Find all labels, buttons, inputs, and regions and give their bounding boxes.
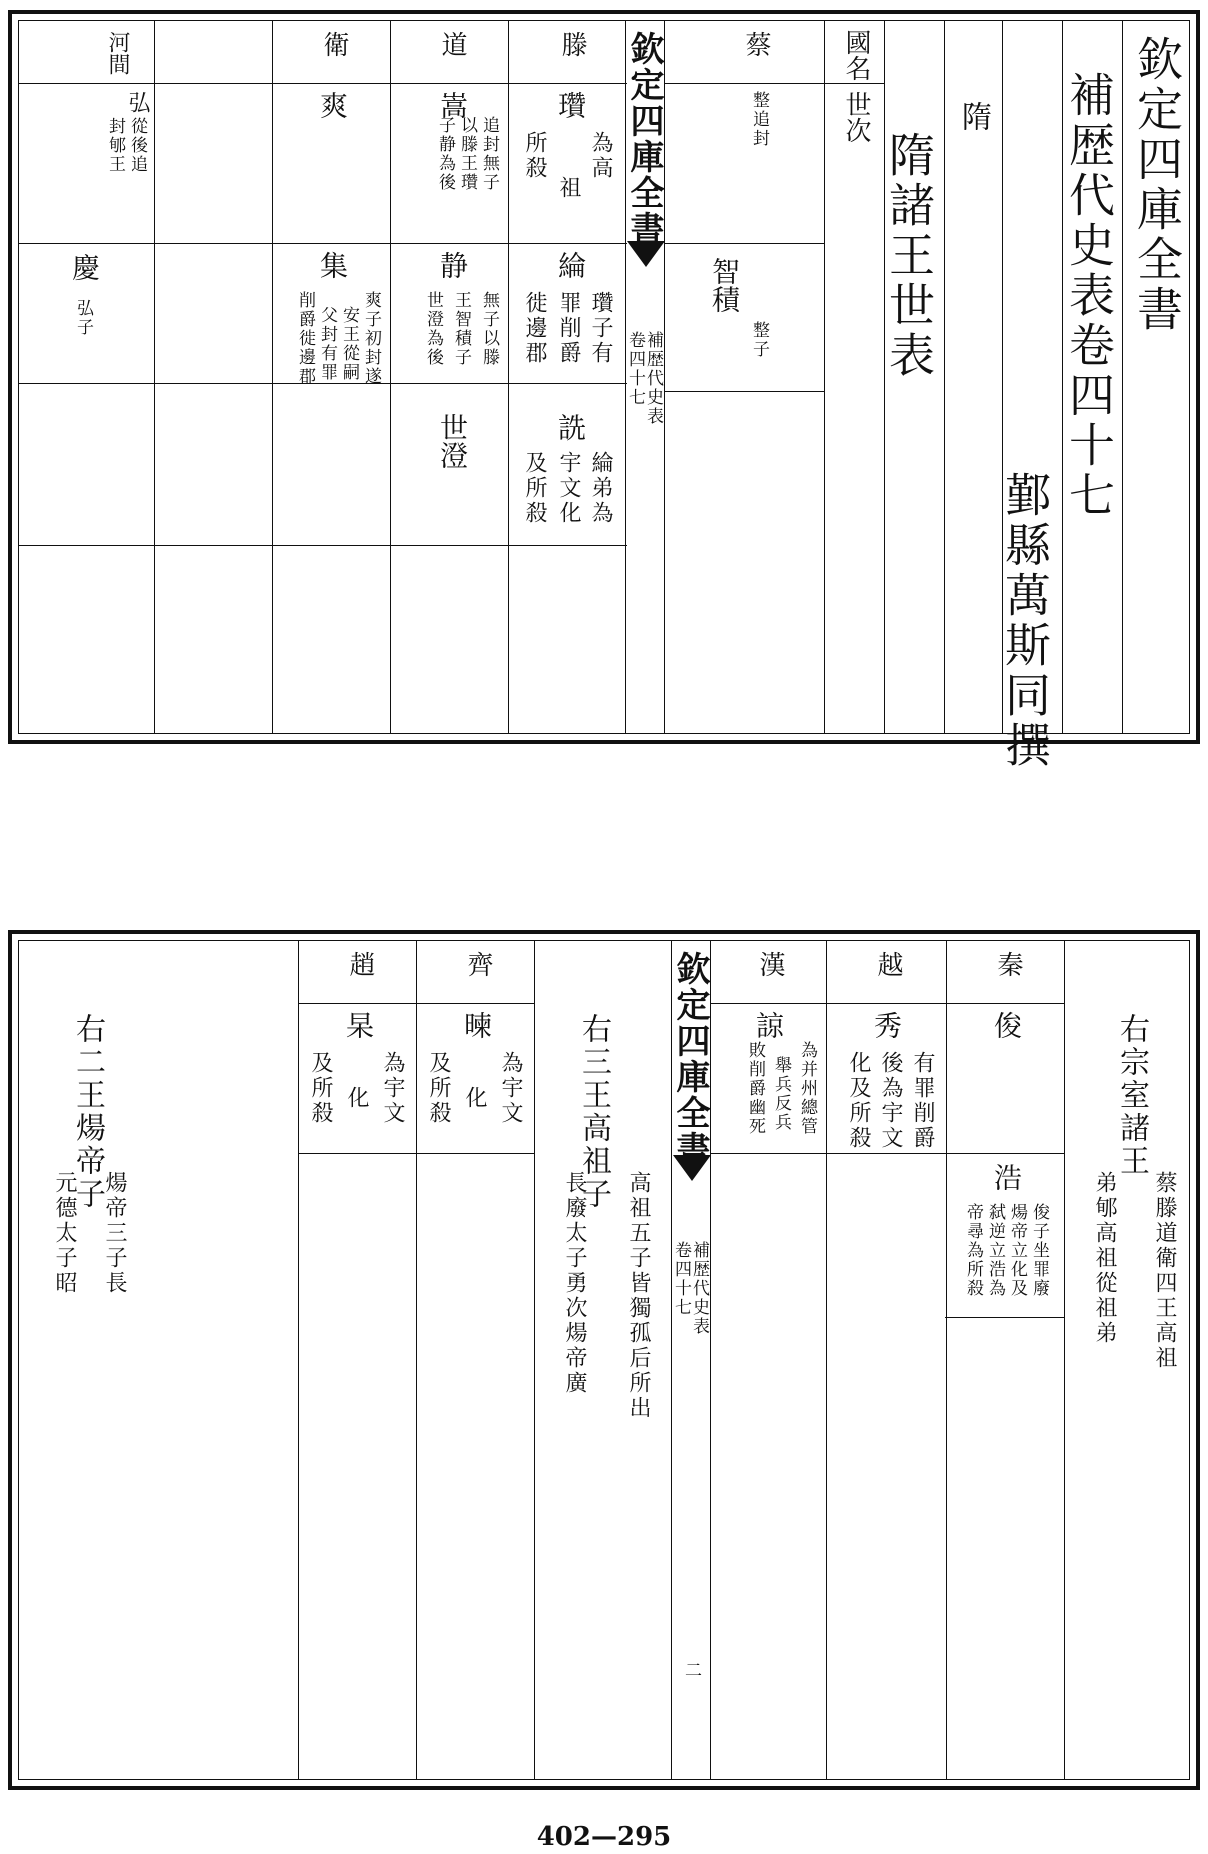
- cai-name-zhiji: 智積: [708, 257, 741, 313]
- qin-hao-note-4: 帝尋為所殺: [963, 1203, 983, 1298]
- qin-name-hao: 浩: [990, 1163, 1023, 1191]
- top-page-frame: [18, 20, 1190, 771]
- wei-name-shuang: 爽: [316, 91, 349, 119]
- summary2-text-1: 高祖五子皆獨孤后所出: [626, 1171, 651, 1421]
- cai-note: 整追封: [749, 91, 769, 148]
- state-qin: 秦: [993, 951, 1023, 977]
- wei-ji-note-1: 爽子初封遂: [361, 291, 381, 386]
- dao-name-song: 嵩: [436, 91, 469, 119]
- qi-jian-note-3: 及所殺: [426, 1051, 451, 1126]
- hejian-name-hong: 弘: [125, 91, 150, 113]
- state-hejian: 河間: [105, 31, 130, 75]
- volume-title: 補歴代史表卷四十七: [1062, 71, 1116, 521]
- summary2-text-2: 長廢太子勇次煬帝廣: [562, 1171, 587, 1396]
- bottom-spine-page: 二: [681, 1661, 701, 1680]
- dao-jing-note-3: 世澄為後: [423, 291, 443, 367]
- dao-jing-note-1: 無子以滕: [479, 291, 499, 367]
- hejian-name-qing: 慶: [68, 253, 101, 281]
- state-yue: 越: [873, 951, 903, 977]
- zhao-name-gao: 杲: [342, 1011, 375, 1039]
- bottom-spine-fishtail: [673, 1155, 711, 1181]
- wei-ji-note-2: 安王從嗣: [339, 306, 359, 382]
- qi-jian-note-2: 化: [462, 1086, 487, 1111]
- summary1-title: 右宗室諸王: [1114, 1013, 1149, 1178]
- bottom-spine-title: 欽定四庫全書: [670, 951, 710, 1167]
- header-label-shici: 世次: [841, 91, 871, 143]
- qin-hao-note-3: 弑逆立浩為: [985, 1203, 1005, 1298]
- qin-name-jun: 俊: [990, 1011, 1023, 1039]
- wei-ji-note-4: 削爵徙邊郡: [295, 291, 315, 386]
- page-number: 402—295: [536, 1822, 672, 1852]
- teng-zan-note-3: 所殺: [522, 131, 547, 181]
- dao-name-shicheng: 世澄: [436, 413, 469, 469]
- top-page-panel: [8, 10, 1200, 771]
- state-dao: 道: [437, 31, 467, 57]
- han-name-liang: 諒: [752, 1011, 785, 1039]
- qin-hao-note-1: 俊子坐罪廢: [1029, 1203, 1049, 1298]
- wei-name-ji: 集: [316, 251, 349, 279]
- state-teng: 滕: [557, 31, 587, 57]
- han-liang-note-2: 舉兵反兵: [771, 1056, 791, 1132]
- teng-lun-note-2: 罪削爵: [556, 291, 581, 366]
- qi-jian-note-1: 為宇文: [498, 1051, 523, 1126]
- teng-zan-note-2: 祖: [556, 176, 581, 201]
- teng-shen-note-1: 綸弟為: [588, 451, 613, 526]
- teng-name-shen: 詵: [554, 413, 587, 441]
- top-spine-sub: 補歴代史表: [643, 331, 663, 426]
- teng-shen-note-2: 宇文化: [556, 451, 581, 526]
- cai-note-2: 整子: [749, 321, 769, 359]
- teng-name-zan: 瓚: [554, 91, 587, 119]
- han-liang-note-1: 為并州總管: [797, 1041, 817, 1136]
- hejian-qing-note: 弘子: [73, 299, 93, 337]
- qi-name-jian: 暕: [460, 1011, 493, 1039]
- teng-shen-note-3: 及所殺: [522, 451, 547, 526]
- top-spine-fishtail: [627, 241, 665, 267]
- state-qi: 齊: [463, 951, 493, 977]
- state-wei: 衛: [319, 31, 349, 57]
- state-zhao: 趙: [345, 951, 375, 977]
- summary3-title: 右二王煬帝子: [70, 1013, 105, 1211]
- state-cai: 蔡: [741, 31, 771, 57]
- dao-song-note-3: 子静為後: [435, 116, 455, 192]
- top-spine-vol: 卷四十七: [625, 331, 645, 407]
- table-title: 隋諸王世表: [882, 131, 936, 381]
- han-liang-note-3: 敗削爵幽死: [745, 1041, 765, 1136]
- state-han: 漢: [755, 951, 785, 977]
- summary2-title: 右三王高祖子: [576, 1013, 611, 1211]
- zhao-gao-note-1: 為宇文: [380, 1051, 405, 1126]
- yue-xiu-note-1: 有罪削爵: [910, 1051, 935, 1151]
- summary3-text-2: 元德太子昭: [52, 1171, 77, 1296]
- yue-name-xiu: 秀: [870, 1011, 903, 1039]
- summary1-text-2: 弟郇高祖從祖弟: [1092, 1171, 1117, 1346]
- teng-zan-note-1: 為高: [588, 131, 613, 181]
- top-spine-title: 欽定四庫全書: [624, 31, 664, 247]
- qin-hao-note-2: 煬帝立化及: [1007, 1203, 1027, 1298]
- yue-xiu-note-2: 後為宇文: [878, 1051, 903, 1151]
- header-label-guoming: 國名: [841, 29, 871, 81]
- dynasty-label: 隋: [956, 101, 991, 134]
- bottom-page-panel: [8, 930, 1200, 1790]
- zhao-gao-note-2: 化: [344, 1086, 369, 1111]
- dao-jing-note-2: 王智積子: [451, 291, 471, 367]
- hejian-hong-note-2: 封郇王: [105, 117, 125, 174]
- zhao-gao-note-3: 及所殺: [308, 1051, 333, 1126]
- yue-xiu-note-3: 化及所殺: [846, 1051, 871, 1151]
- dao-song-note-2: 以滕王瓚: [457, 116, 477, 192]
- bottom-page-frame: [18, 940, 1190, 1780]
- hejian-hong-note-1: 從後追: [127, 117, 147, 174]
- dao-song-note-1: 追封無子: [479, 116, 499, 192]
- teng-lun-note-3: 徙邊郡: [522, 291, 547, 366]
- bottom-spine-vol: 卷四十七: [671, 1241, 691, 1317]
- dao-name-jing: 静: [436, 251, 469, 279]
- teng-name-lun: 綸: [554, 251, 587, 279]
- author-line: 鄞縣萬斯同撰: [998, 471, 1052, 771]
- book-title: 欽定四庫全書: [1130, 35, 1184, 335]
- bottom-spine-sub: 補歴代史表: [689, 1241, 709, 1336]
- summary3-text-1: 煬帝三子長: [102, 1171, 127, 1296]
- teng-lun-note-1: 瓚子有: [588, 291, 613, 366]
- wei-ji-note-3: 父封有罪: [317, 306, 337, 382]
- summary1-text-1: 蔡滕道衛四王高祖: [1152, 1171, 1177, 1371]
